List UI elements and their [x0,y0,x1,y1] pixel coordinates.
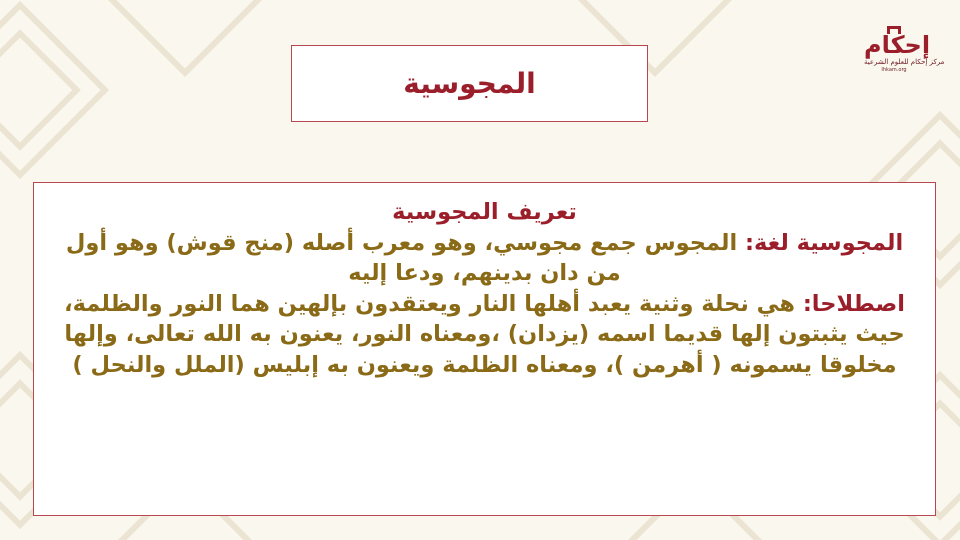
content-box [33,182,936,516]
logo-tagline: Ihkam.org [881,67,907,73]
slide-title: المجوسية [403,67,536,100]
title-box [291,45,648,122]
technical-text: هي نحلة وثنية يعبد أهلها النار ويعتقدون بإلهين هما النور والظلمة، حيث يثبتون إلها قديما اسمه (يزدان) ،ومعناه النور، يعنون به الله تعالى، وإلها مخلوقا يسمونه ( أهرمن )، ومعناه الظلمة ويعنون به إبليس (الملل والنحل ) [64,290,905,378]
technical-term: اصطلاحا: [802,290,905,317]
language-text: المجوس جمع مجوسي، وهو معرب أصله (منج قوش) وهو أول من دان بدينهم، ودعا إليه [65,229,746,286]
logo-subtitle: مركز إحكام للعلوم الشرعية [864,58,945,66]
content-heading: تعريف المجوسية [392,199,577,225]
language-term: المجوسية لغة: [745,229,904,256]
technical-definition [52,289,917,381]
language-definition [52,228,917,289]
brand-logo [864,26,945,74]
logo-mark: إحكام [864,31,931,59]
